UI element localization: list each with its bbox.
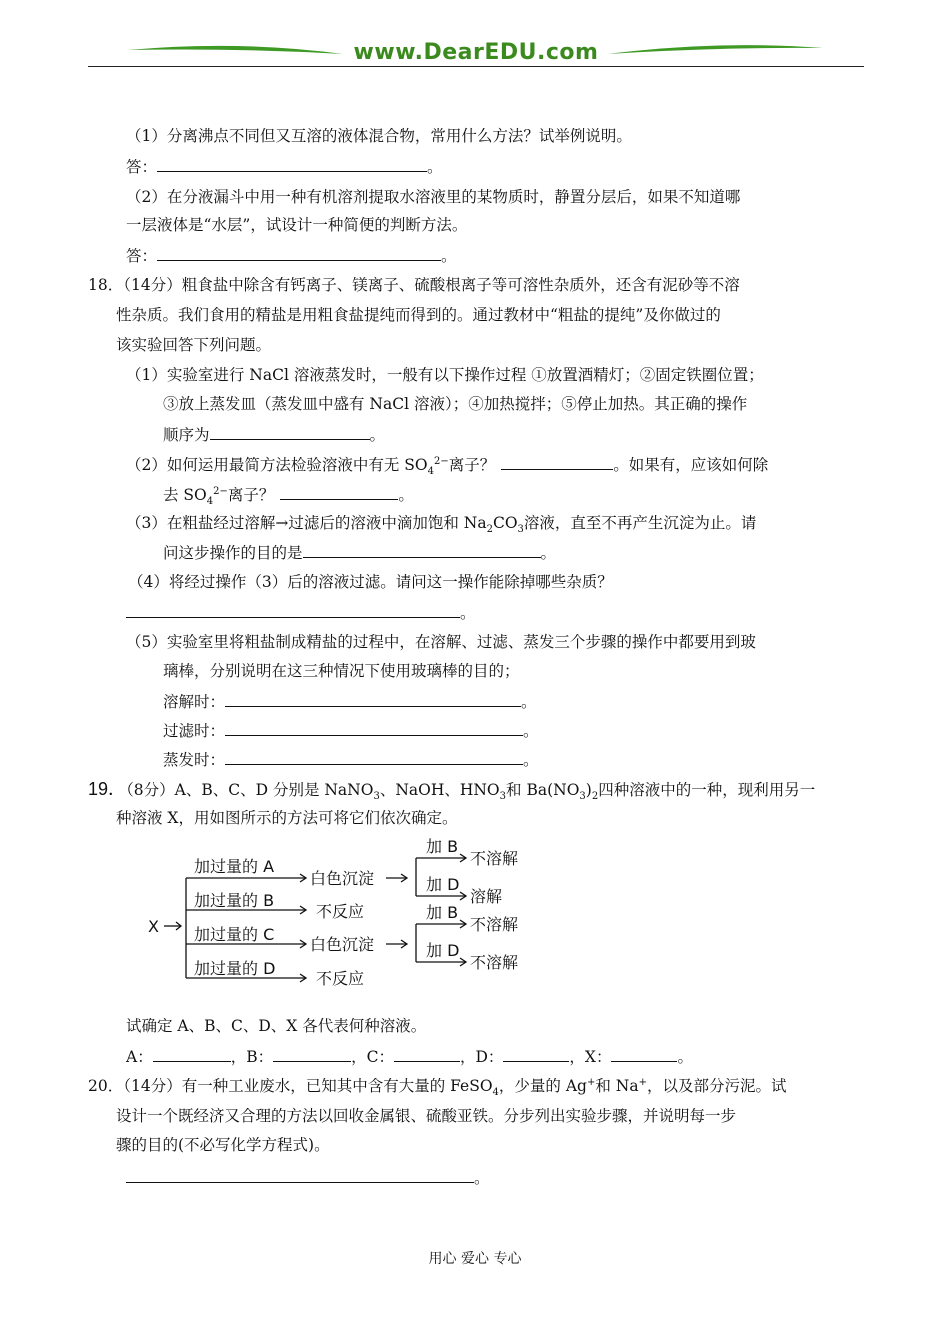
text: 去 SO xyxy=(163,486,207,504)
answer-label: 答： xyxy=(126,158,158,176)
q19-answers xyxy=(126,1045,693,1068)
answer-blank[interactable] xyxy=(303,541,541,558)
diagram-add-b-2: 加 B xyxy=(426,903,459,922)
answer-blank[interactable] xyxy=(280,483,398,500)
q19-instruction: 试确定 A、B、C、D、X 各代表何种溶液。 xyxy=(126,1017,427,1035)
q18-part4-answer xyxy=(126,601,476,624)
superscript: 2− xyxy=(434,455,449,467)
answer-blank[interactable] xyxy=(157,155,427,172)
answer-blank-d[interactable] xyxy=(503,1045,569,1062)
label-a: A： xyxy=(126,1048,153,1066)
period: 。 xyxy=(369,426,386,444)
text: 蒸发时： xyxy=(163,751,226,769)
text: 、NaOH、HNO xyxy=(379,781,500,799)
q20-stem-line3: 骤的目的(不必写化学方程式)。 xyxy=(116,1136,330,1154)
subscript: 3 xyxy=(517,524,524,536)
answer-blank-a[interactable] xyxy=(153,1045,231,1062)
q18-part3-line1 xyxy=(126,512,756,534)
q18-filter xyxy=(163,719,539,742)
label-c: ，C： xyxy=(351,1048,394,1066)
text: 离子？ xyxy=(227,486,275,504)
q20-stem-line1 xyxy=(88,1075,786,1097)
label-d: ，D： xyxy=(459,1048,504,1066)
period: 。 xyxy=(398,486,414,504)
text: （3）在粗盐经过溶解→过滤后的溶液中滴加饱和 Na xyxy=(126,514,487,532)
text: 和 Ba(NO xyxy=(506,781,580,799)
text: 四种溶液中的一种，现利用另一 xyxy=(598,781,816,799)
page-footer: 用心 爱心 专心 xyxy=(428,1251,522,1267)
text: 问这步操作的目的是 xyxy=(163,544,303,562)
q19-flow-diagram xyxy=(148,830,568,1000)
q18-part1-line2: ③放上蒸发皿（蒸发皿中盛有 NaCl 溶液）；④加热搅拌；⑤停止加热。其正确的操作 xyxy=(163,395,748,413)
diagram-x: X xyxy=(148,917,159,936)
q18-part2-line1 xyxy=(126,453,768,476)
diagram-add-d-1: 加 D xyxy=(426,875,460,894)
label-x: ，X： xyxy=(569,1048,612,1066)
subscript: 2 xyxy=(486,524,493,536)
diagram-white-ppt-2: 白色沉淀 xyxy=(310,935,375,954)
header-rule xyxy=(88,66,864,67)
subscript: 2 xyxy=(591,791,599,803)
answer-blank[interactable] xyxy=(157,244,441,261)
q17-part2-line2: 一层液体是“水层”，试设计一种简便的判断方法。 xyxy=(126,216,468,234)
subscript: 3 xyxy=(579,791,586,803)
q17-part1: （1）分离沸点不同但又互溶的液体混合物，常用什么方法？试举例说明。 xyxy=(126,127,632,145)
q18-stem-line2: 性杂质。我们食用的精盐是用粗食盐提纯而得到的。通过教材中“粗盐的提纯”及你做过的 xyxy=(116,306,721,324)
text: 20．（14分）有一种工业废水，已知其中含有大量的 FeSO xyxy=(88,1077,493,1095)
q19-stem-line1 xyxy=(88,778,815,801)
answer-blank[interactable] xyxy=(225,748,523,765)
question-number: 19． xyxy=(88,779,127,799)
diagram-no-reaction-2: 不反应 xyxy=(316,969,365,988)
diagram-no-reaction-1: 不反应 xyxy=(316,902,365,921)
subscript: 4 xyxy=(206,496,214,508)
label-b: ，B： xyxy=(230,1048,274,1066)
answer-blank[interactable] xyxy=(225,719,523,736)
q20-answer xyxy=(126,1166,490,1189)
q18-part3-line2 xyxy=(163,541,556,564)
text: 离子？ xyxy=(448,456,496,474)
text: 溶解时： xyxy=(163,693,226,711)
q18-part2-line2 xyxy=(163,483,414,506)
answer-blank[interactable] xyxy=(225,690,521,707)
superscript: 2− xyxy=(213,485,228,497)
answer-blank[interactable] xyxy=(501,453,613,470)
period: 。 xyxy=(427,158,443,176)
text: ，以及部分污泥。试 xyxy=(646,1077,787,1095)
q18-part5-line1: （5）实验室里将粗盐制成精盐的过程中，在溶解、过滤、蒸发三个步骤的操作中都要用到玻 xyxy=(126,633,756,651)
answer-blank-b[interactable] xyxy=(273,1045,351,1062)
diagram-add-b-1: 加 B xyxy=(426,837,459,856)
q17-part2-line1: （2）在分液漏斗中用一种有机溶剂提取水溶液里的某物质时，静置分层后，如果不知道哪 xyxy=(126,188,741,206)
answer-blank-c[interactable] xyxy=(394,1045,460,1062)
period: 。 xyxy=(677,1048,693,1066)
text: 溶液，直至不再产生沉淀为止。请 xyxy=(523,514,757,532)
answer-blank-x[interactable] xyxy=(611,1045,677,1062)
diagram-insoluble-2: 不溶解 xyxy=(470,915,519,934)
q17-answer2 xyxy=(126,244,457,267)
q18-part1-line1: （1）实验室进行 NaCl 溶液蒸发时，一般有以下操作过程 ①放置酒精灯；②固定铁圈位置； xyxy=(126,366,764,384)
subscript: 3 xyxy=(373,791,380,803)
answer-blank[interactable] xyxy=(126,1166,474,1183)
text: ) xyxy=(585,781,592,799)
period: 。 xyxy=(474,1169,490,1187)
diagram-insoluble-1: 不溶解 xyxy=(470,849,519,868)
answer-blank[interactable] xyxy=(210,423,370,440)
q18-stem-line1: 18．（14分）粗食盐中除含有钙离子、镁离子、硫酸根离子等可溶性杂质外，还含有泥砂等不溶 xyxy=(88,276,740,294)
site-logo: www.DearEDU.com xyxy=(353,40,599,65)
text: 和 Na xyxy=(595,1077,639,1095)
subscript: 4 xyxy=(427,466,434,478)
period: 。 xyxy=(540,544,557,562)
period: 。 xyxy=(460,604,476,622)
subscript: 4 xyxy=(492,1087,499,1099)
period: 。 xyxy=(523,751,539,769)
superscript: + xyxy=(638,1076,647,1088)
q18-dissolve xyxy=(163,690,537,713)
period: 。 xyxy=(441,247,457,265)
text: （8分）A、B、C、D 分别是 NaNO xyxy=(126,781,374,799)
period: 。 xyxy=(523,722,539,740)
q18-stem-line3: 该实验回答下列问题。 xyxy=(116,336,272,354)
text: 。如果有，应该如何除 xyxy=(613,456,769,474)
diagram-white-ppt-1: 白色沉淀 xyxy=(310,869,375,888)
text: （2）如何运用最简方法检验溶液中有无 SO xyxy=(126,456,428,474)
diagram-dissolve-1: 溶解 xyxy=(470,887,503,906)
text: 过滤时： xyxy=(163,722,226,740)
diagram-branch-c: 加过量的 C xyxy=(194,925,275,944)
diagram-branch-b: 加过量的 B xyxy=(194,891,275,910)
subscript: 3 xyxy=(499,791,507,803)
q18-part4: （4）将经过操作（3）后的溶液过滤。请问这一操作能除掉哪些杂质？ xyxy=(128,573,613,591)
diagram-branch-a: 加过量的 A xyxy=(194,857,275,876)
diagram-branch-d: 加过量的 D xyxy=(194,959,276,978)
q17-answer1 xyxy=(126,155,443,178)
q20-stem-line2: 设计一个既经济又合理的方法以回收金属银、硫酸亚铁。分步列出实验步骤，并说明每一步 xyxy=(116,1107,737,1125)
answer-label: 答： xyxy=(126,247,158,265)
q18-part5-line2: 璃棒，分别说明在这三种情况下使用玻璃棒的目的； xyxy=(163,662,520,680)
superscript: + xyxy=(586,1076,596,1088)
text: ，少量的 Ag xyxy=(498,1077,587,1095)
answer-blank[interactable] xyxy=(126,601,460,618)
period: 。 xyxy=(521,693,537,711)
text: CO xyxy=(492,514,518,532)
diagram-insoluble-3: 不溶解 xyxy=(470,953,519,972)
q18-evaporate xyxy=(163,748,539,771)
diagram-add-d-2: 加 D xyxy=(426,941,460,960)
text: 顺序为 xyxy=(163,426,210,444)
q18-part1-line3 xyxy=(163,423,385,446)
q19-stem-line2: 种溶液 X，用如图所示的方法可将它们依次确定。 xyxy=(116,809,458,827)
